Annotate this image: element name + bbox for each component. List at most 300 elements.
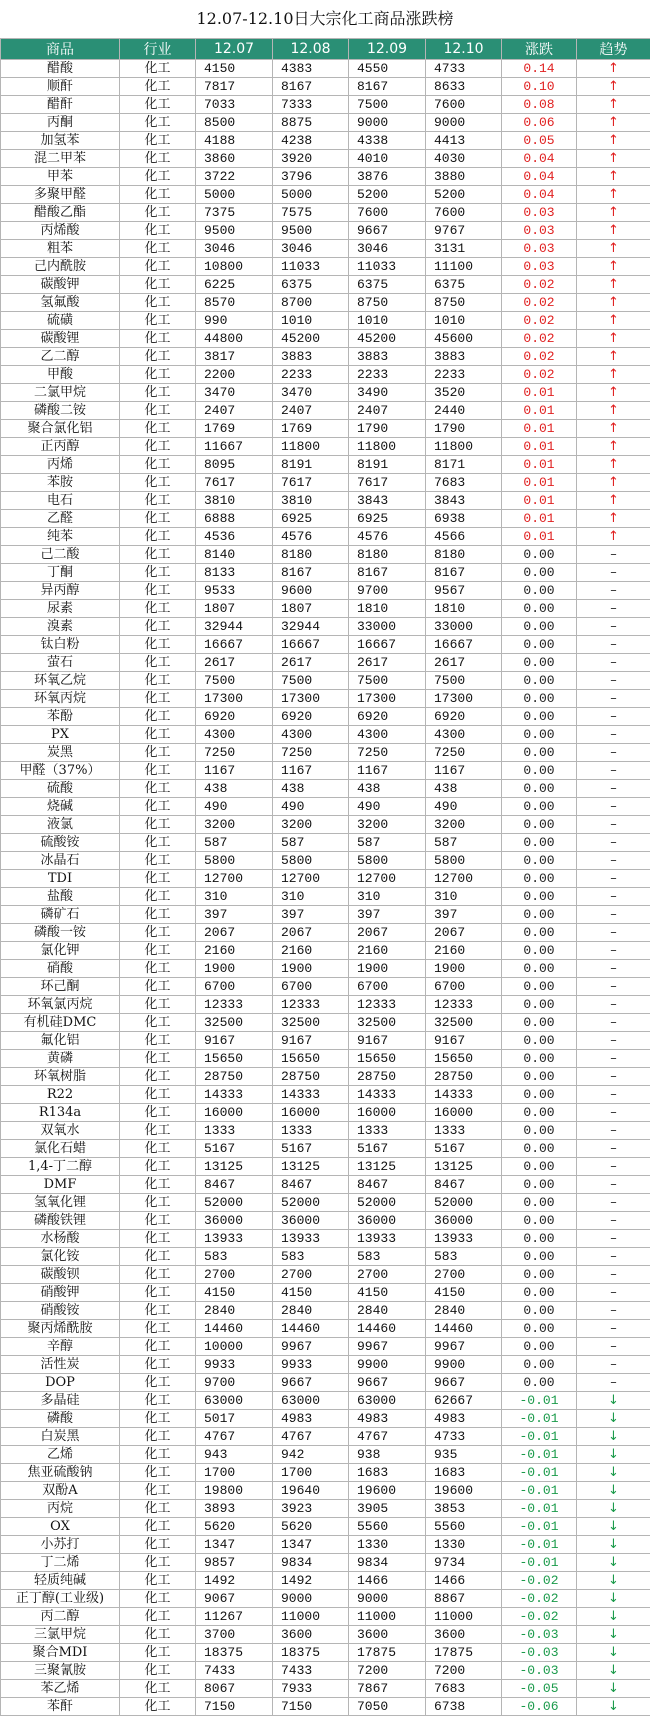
cell-price-1: 943 xyxy=(196,1446,273,1464)
arrow-down-icon: ↓ xyxy=(577,1590,650,1608)
dash-icon: – xyxy=(577,1158,650,1176)
cell-price-3: 438 xyxy=(349,780,426,798)
dash-icon: – xyxy=(577,672,650,690)
cell-price-1: 16667 xyxy=(196,636,273,654)
cell-industry: 化工 xyxy=(120,798,196,816)
cell-price-2: 8167 xyxy=(273,564,349,582)
cell-price-2: 32500 xyxy=(273,1014,349,1032)
cell-price-2: 3923 xyxy=(273,1500,349,1518)
cell-price-4: 17875 xyxy=(426,1644,502,1662)
cell-change: 0.00 xyxy=(502,1176,577,1194)
cell-price-3: 52000 xyxy=(349,1194,426,1212)
cell-price-3: 3046 xyxy=(349,240,426,258)
cell-price-3: 4010 xyxy=(349,150,426,168)
cell-change: 0.00 xyxy=(502,942,577,960)
cell-price-2: 15650 xyxy=(273,1050,349,1068)
cell-price-4: 36000 xyxy=(426,1212,502,1230)
cell-price-1: 1769 xyxy=(196,420,273,438)
cell-price-4: 8467 xyxy=(426,1176,502,1194)
cell-price-3: 11033 xyxy=(349,258,426,276)
table-row xyxy=(1,1266,650,1284)
dash-icon: – xyxy=(577,1050,650,1068)
cell-price-1: 4536 xyxy=(196,528,273,546)
arrow-up-icon: ↑ xyxy=(577,420,650,438)
dash-icon: – xyxy=(577,834,650,852)
cell-price-4: 935 xyxy=(426,1446,502,1464)
dash-icon: – xyxy=(577,1356,650,1374)
cell-price-3: 9000 xyxy=(349,1590,426,1608)
cell-product: 电石 xyxy=(1,492,120,510)
cell-price-4: 1333 xyxy=(426,1122,502,1140)
table-row xyxy=(1,582,650,600)
cell-price-2: 9600 xyxy=(273,582,349,600)
cell-price-4: 7250 xyxy=(426,744,502,762)
cell-price-3: 11800 xyxy=(349,438,426,456)
cell-price-2: 583 xyxy=(273,1248,349,1266)
table-row xyxy=(1,726,650,744)
cell-price-2: 2160 xyxy=(273,942,349,960)
table-row xyxy=(1,906,650,924)
cell-price-1: 6920 xyxy=(196,708,273,726)
cell-product: 乙烯 xyxy=(1,1446,120,1464)
table-row xyxy=(1,1032,650,1050)
table-row xyxy=(1,312,650,330)
cell-change: -0.01 xyxy=(502,1446,577,1464)
cell-price-2: 2617 xyxy=(273,654,349,672)
cell-industry: 化工 xyxy=(120,240,196,258)
cell-price-3: 4983 xyxy=(349,1410,426,1428)
cell-price-1: 11267 xyxy=(196,1608,273,1626)
table-row xyxy=(1,834,650,852)
table-row xyxy=(1,852,650,870)
cell-price-2: 36000 xyxy=(273,1212,349,1230)
cell-product: 丁酮 xyxy=(1,564,120,582)
cell-price-3: 6925 xyxy=(349,510,426,528)
cell-price-1: 11667 xyxy=(196,438,273,456)
table-row xyxy=(1,1428,650,1446)
cell-change: -0.05 xyxy=(502,1680,577,1698)
cell-industry: 化工 xyxy=(120,1680,196,1698)
cell-price-4: 1466 xyxy=(426,1572,502,1590)
cell-product: 环氧丙烷 xyxy=(1,690,120,708)
cell-industry: 化工 xyxy=(120,1482,196,1500)
arrow-up-icon: ↑ xyxy=(577,492,650,510)
cell-price-1: 44800 xyxy=(196,330,273,348)
cell-price-3: 8750 xyxy=(349,294,426,312)
cell-industry: 化工 xyxy=(120,1590,196,1608)
col-header-change: 涨跌 xyxy=(502,39,577,60)
arrow-up-icon: ↑ xyxy=(577,204,650,222)
cell-price-3: 7500 xyxy=(349,96,426,114)
cell-change: 0.03 xyxy=(502,240,577,258)
cell-price-2: 1333 xyxy=(273,1122,349,1140)
dash-icon: – xyxy=(577,600,650,618)
cell-price-2: 397 xyxy=(273,906,349,924)
cell-price-1: 5167 xyxy=(196,1140,273,1158)
cell-price-4: 4150 xyxy=(426,1284,502,1302)
table-row xyxy=(1,366,650,384)
cell-industry: 化工 xyxy=(120,996,196,1014)
cell-product: 液氯 xyxy=(1,816,120,834)
cell-price-4: 6920 xyxy=(426,708,502,726)
cell-price-1: 16000 xyxy=(196,1104,273,1122)
cell-price-4: 19600 xyxy=(426,1482,502,1500)
cell-price-2: 5167 xyxy=(273,1140,349,1158)
cell-product: 苯酐 xyxy=(1,1698,120,1716)
cell-price-2: 16000 xyxy=(273,1104,349,1122)
cell-price-3: 8167 xyxy=(349,564,426,582)
cell-industry: 化工 xyxy=(120,1176,196,1194)
cell-price-3: 2700 xyxy=(349,1266,426,1284)
cell-industry: 化工 xyxy=(120,654,196,672)
cell-price-1: 8095 xyxy=(196,456,273,474)
dash-icon: – xyxy=(577,906,650,924)
cell-price-2: 6925 xyxy=(273,510,349,528)
table-row xyxy=(1,1518,650,1536)
dash-icon: – xyxy=(577,726,650,744)
cell-product: 丙酮 xyxy=(1,114,120,132)
cell-product: PX xyxy=(1,726,120,744)
cell-price-4: 3520 xyxy=(426,384,502,402)
cell-product: 异丙醇 xyxy=(1,582,120,600)
arrow-up-icon: ↑ xyxy=(577,78,650,96)
cell-price-1: 4150 xyxy=(196,1284,273,1302)
cell-price-2: 1700 xyxy=(273,1464,349,1482)
cell-price-1: 2067 xyxy=(196,924,273,942)
cell-industry: 化工 xyxy=(120,690,196,708)
cell-change: 0.00 xyxy=(502,978,577,996)
cell-industry: 化工 xyxy=(120,420,196,438)
cell-industry: 化工 xyxy=(120,60,196,78)
cell-price-3: 9167 xyxy=(349,1032,426,1050)
dash-icon: – xyxy=(577,798,650,816)
table-row xyxy=(1,96,650,114)
cell-change: -0.01 xyxy=(502,1536,577,1554)
cell-price-2: 1769 xyxy=(273,420,349,438)
cell-price-4: 6700 xyxy=(426,978,502,996)
cell-price-2: 6375 xyxy=(273,276,349,294)
cell-price-1: 8133 xyxy=(196,564,273,582)
cell-industry: 化工 xyxy=(120,366,196,384)
cell-price-2: 8875 xyxy=(273,114,349,132)
cell-change: 0.00 xyxy=(502,1212,577,1230)
table-row xyxy=(1,1176,650,1194)
cell-change: 0.02 xyxy=(502,276,577,294)
cell-product: 活性炭 xyxy=(1,1356,120,1374)
cell-industry: 化工 xyxy=(120,1158,196,1176)
cell-product: 正丙醇 xyxy=(1,438,120,456)
table-row xyxy=(1,1356,650,1374)
cell-price-4: 6938 xyxy=(426,510,502,528)
dash-icon: – xyxy=(577,1086,650,1104)
cell-industry: 化工 xyxy=(120,708,196,726)
table-row xyxy=(1,528,650,546)
cell-price-1: 3722 xyxy=(196,168,273,186)
cell-price-2: 4576 xyxy=(273,528,349,546)
dash-icon: – xyxy=(577,816,650,834)
cell-price-4: 4030 xyxy=(426,150,502,168)
cell-industry: 化工 xyxy=(120,942,196,960)
cell-industry: 化工 xyxy=(120,582,196,600)
cell-price-3: 3490 xyxy=(349,384,426,402)
arrow-up-icon: ↑ xyxy=(577,528,650,546)
cell-price-1: 490 xyxy=(196,798,273,816)
cell-price-3: 587 xyxy=(349,834,426,852)
cell-price-1: 6225 xyxy=(196,276,273,294)
arrow-down-icon: ↓ xyxy=(577,1572,650,1590)
cell-price-2: 7575 xyxy=(273,204,349,222)
table-row xyxy=(1,690,650,708)
cell-price-4: 4733 xyxy=(426,1428,502,1446)
arrow-up-icon: ↑ xyxy=(577,168,650,186)
cell-product: 氯化钾 xyxy=(1,942,120,960)
cell-price-2: 1492 xyxy=(273,1572,349,1590)
arrow-down-icon: ↓ xyxy=(577,1644,650,1662)
cell-price-4: 2617 xyxy=(426,654,502,672)
cell-price-3: 4767 xyxy=(349,1428,426,1446)
arrow-down-icon: ↓ xyxy=(577,1608,650,1626)
cell-change: 0.00 xyxy=(502,1014,577,1032)
cell-price-3: 2160 xyxy=(349,942,426,960)
cell-change: -0.02 xyxy=(502,1572,577,1590)
cell-price-1: 990 xyxy=(196,312,273,330)
dash-icon: – xyxy=(577,1032,650,1050)
col-header-industry: 行业 xyxy=(120,39,196,60)
cell-industry: 化工 xyxy=(120,1266,196,1284)
cell-price-3: 13933 xyxy=(349,1230,426,1248)
cell-industry: 化工 xyxy=(120,330,196,348)
cell-change: -0.02 xyxy=(502,1590,577,1608)
cell-price-2: 1010 xyxy=(273,312,349,330)
cell-price-2: 3796 xyxy=(273,168,349,186)
cell-price-2: 3883 xyxy=(273,348,349,366)
cell-price-3: 17300 xyxy=(349,690,426,708)
cell-product: R22 xyxy=(1,1086,120,1104)
cell-industry: 化工 xyxy=(120,1428,196,1446)
cell-price-3: 5200 xyxy=(349,186,426,204)
cell-price-1: 1333 xyxy=(196,1122,273,1140)
cell-change: 0.02 xyxy=(502,366,577,384)
cell-price-3: 4150 xyxy=(349,1284,426,1302)
cell-price-1: 4300 xyxy=(196,726,273,744)
dash-icon: – xyxy=(577,1068,650,1086)
dash-icon: – xyxy=(577,546,650,564)
cell-price-4: 1010 xyxy=(426,312,502,330)
cell-change: 0.00 xyxy=(502,960,577,978)
cell-price-1: 10800 xyxy=(196,258,273,276)
cell-industry: 化工 xyxy=(120,492,196,510)
cell-price-4: 13933 xyxy=(426,1230,502,1248)
arrow-down-icon: ↓ xyxy=(577,1446,650,1464)
arrow-up-icon: ↑ xyxy=(577,330,650,348)
dash-icon: – xyxy=(577,924,650,942)
cell-price-3: 7617 xyxy=(349,474,426,492)
table-row xyxy=(1,960,650,978)
cell-change: -0.01 xyxy=(502,1554,577,1572)
cell-price-4: 7600 xyxy=(426,204,502,222)
cell-product: 碳酸钾 xyxy=(1,276,120,294)
cell-product: 双酚A xyxy=(1,1482,120,1500)
cell-price-3: 11000 xyxy=(349,1608,426,1626)
cell-price-2: 2840 xyxy=(273,1302,349,1320)
cell-price-2: 6920 xyxy=(273,708,349,726)
cell-industry: 化工 xyxy=(120,384,196,402)
table-row xyxy=(1,762,650,780)
cell-price-3: 33000 xyxy=(349,618,426,636)
cell-product: 丙烷 xyxy=(1,1500,120,1518)
cell-price-4: 8180 xyxy=(426,546,502,564)
cell-price-1: 8570 xyxy=(196,294,273,312)
cell-change: 0.00 xyxy=(502,870,577,888)
cell-price-3: 2617 xyxy=(349,654,426,672)
arrow-up-icon: ↑ xyxy=(577,258,650,276)
cell-price-4: 2233 xyxy=(426,366,502,384)
table-row xyxy=(1,1500,650,1518)
cell-price-3: 1330 xyxy=(349,1536,426,1554)
cell-price-3: 3876 xyxy=(349,168,426,186)
cell-industry: 化工 xyxy=(120,1140,196,1158)
cell-price-3: 8180 xyxy=(349,546,426,564)
cell-product: 多晶硅 xyxy=(1,1392,120,1410)
cell-change: 0.00 xyxy=(502,618,577,636)
cell-product: 尿素 xyxy=(1,600,120,618)
cell-price-4: 45600 xyxy=(426,330,502,348)
cell-price-3: 4576 xyxy=(349,528,426,546)
cell-industry: 化工 xyxy=(120,1122,196,1140)
cell-product: 环氧乙烷 xyxy=(1,672,120,690)
dash-icon: – xyxy=(577,870,650,888)
table-row xyxy=(1,636,650,654)
cell-price-4: 4413 xyxy=(426,132,502,150)
cell-price-4: 15650 xyxy=(426,1050,502,1068)
cell-industry: 化工 xyxy=(120,1554,196,1572)
cell-price-2: 4767 xyxy=(273,1428,349,1446)
cell-product: 磷酸铁锂 xyxy=(1,1212,120,1230)
cell-industry: 化工 xyxy=(120,294,196,312)
cell-price-1: 2407 xyxy=(196,402,273,420)
cell-price-1: 7500 xyxy=(196,672,273,690)
cell-industry: 化工 xyxy=(120,132,196,150)
cell-price-3: 4338 xyxy=(349,132,426,150)
cell-industry: 化工 xyxy=(120,744,196,762)
cell-price-1: 1167 xyxy=(196,762,273,780)
cell-price-3: 5167 xyxy=(349,1140,426,1158)
cell-price-1: 3700 xyxy=(196,1626,273,1644)
cell-product: 三氯甲烷 xyxy=(1,1626,120,1644)
cell-price-4: 583 xyxy=(426,1248,502,1266)
cell-industry: 化工 xyxy=(120,960,196,978)
arrow-down-icon: ↓ xyxy=(577,1680,650,1698)
cell-industry: 化工 xyxy=(120,888,196,906)
cell-price-4: 2840 xyxy=(426,1302,502,1320)
dash-icon: – xyxy=(577,960,650,978)
dash-icon: – xyxy=(577,1230,650,1248)
cell-industry: 化工 xyxy=(120,1500,196,1518)
cell-price-2: 7617 xyxy=(273,474,349,492)
cell-price-2: 1807 xyxy=(273,600,349,618)
table-row xyxy=(1,438,650,456)
table-row xyxy=(1,1590,650,1608)
cell-price-1: 9700 xyxy=(196,1374,273,1392)
cell-product: 正丁醇(工业级) xyxy=(1,1590,120,1608)
cell-industry: 化工 xyxy=(120,1194,196,1212)
cell-product: 1,4-丁二醇 xyxy=(1,1158,120,1176)
cell-product: 乙二醇 xyxy=(1,348,120,366)
table-row xyxy=(1,168,650,186)
cell-change: 0.04 xyxy=(502,150,577,168)
cell-price-3: 9667 xyxy=(349,222,426,240)
cell-price-4: 4733 xyxy=(426,60,502,78)
cell-change: 0.00 xyxy=(502,672,577,690)
dash-icon: – xyxy=(577,1374,650,1392)
cell-industry: 化工 xyxy=(120,834,196,852)
cell-price-2: 2700 xyxy=(273,1266,349,1284)
cell-industry: 化工 xyxy=(120,1086,196,1104)
cell-industry: 化工 xyxy=(120,672,196,690)
cell-price-1: 63000 xyxy=(196,1392,273,1410)
cell-product: 乙醛 xyxy=(1,510,120,528)
cell-price-1: 7250 xyxy=(196,744,273,762)
cell-price-3: 7250 xyxy=(349,744,426,762)
cell-product: 烧碱 xyxy=(1,798,120,816)
table-row xyxy=(1,240,650,258)
cell-price-1: 8500 xyxy=(196,114,273,132)
table-row xyxy=(1,1680,650,1698)
cell-industry: 化工 xyxy=(120,78,196,96)
cell-price-1: 5000 xyxy=(196,186,273,204)
cell-product: 聚合MDI xyxy=(1,1644,120,1662)
cell-price-4: 6738 xyxy=(426,1698,502,1716)
cell-change: 0.00 xyxy=(502,690,577,708)
table-row xyxy=(1,1410,650,1428)
table-row xyxy=(1,1284,650,1302)
arrow-down-icon: ↓ xyxy=(577,1518,650,1536)
cell-price-2: 490 xyxy=(273,798,349,816)
cell-price-2: 9000 xyxy=(273,1590,349,1608)
cell-change: 0.02 xyxy=(502,312,577,330)
cell-industry: 化工 xyxy=(120,762,196,780)
table-row xyxy=(1,816,650,834)
cell-price-3: 8191 xyxy=(349,456,426,474)
cell-price-2: 4300 xyxy=(273,726,349,744)
cell-change: 0.00 xyxy=(502,708,577,726)
cell-change: 0.00 xyxy=(502,1086,577,1104)
cell-product: 硝酸 xyxy=(1,960,120,978)
cell-price-2: 14333 xyxy=(273,1086,349,1104)
cell-product: TDI xyxy=(1,870,120,888)
table-row xyxy=(1,348,650,366)
cell-industry: 化工 xyxy=(120,402,196,420)
cell-price-2: 3920 xyxy=(273,150,349,168)
cell-price-2: 14460 xyxy=(273,1320,349,1338)
cell-price-4: 7200 xyxy=(426,1662,502,1680)
table-row xyxy=(1,780,650,798)
cell-price-2: 63000 xyxy=(273,1392,349,1410)
cell-product: 氢氧化锂 xyxy=(1,1194,120,1212)
cell-price-3: 1810 xyxy=(349,600,426,618)
table-row xyxy=(1,1212,650,1230)
cell-price-3: 3843 xyxy=(349,492,426,510)
cell-industry: 化工 xyxy=(120,1104,196,1122)
cell-change: 0.00 xyxy=(502,1356,577,1374)
arrow-up-icon: ↑ xyxy=(577,240,650,258)
cell-change: 0.00 xyxy=(502,1032,577,1050)
cell-industry: 化工 xyxy=(120,1248,196,1266)
table-row xyxy=(1,672,650,690)
cell-price-2: 19640 xyxy=(273,1482,349,1500)
arrow-up-icon: ↑ xyxy=(577,312,650,330)
dash-icon: – xyxy=(577,1248,650,1266)
